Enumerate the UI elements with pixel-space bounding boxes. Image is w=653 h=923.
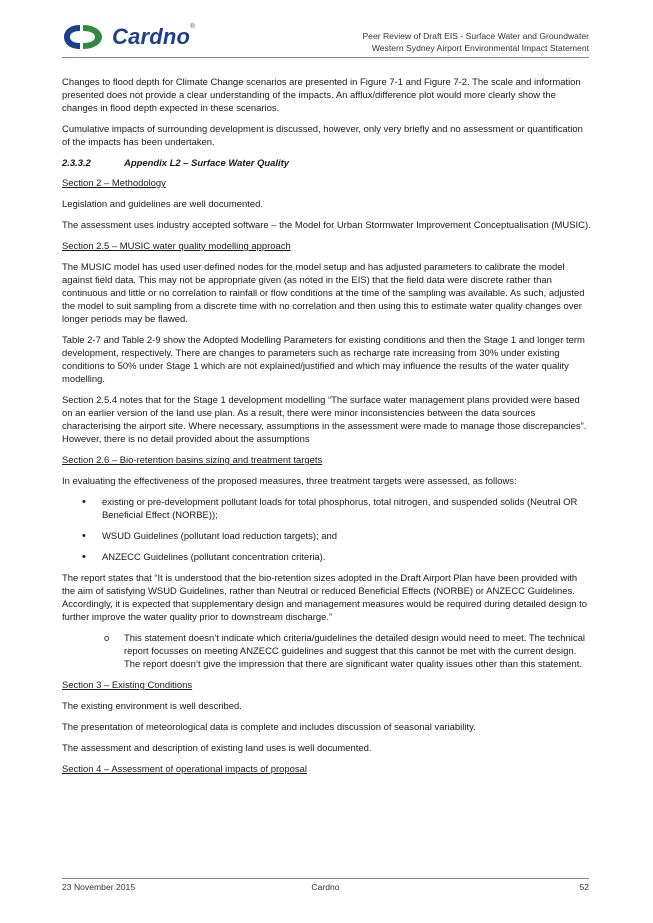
- subheading-bio-retention: Section 2.6 – Bio-retention basins sizing and treatment targets: [62, 455, 323, 466]
- subheading-operational-impacts: Section 4 – Assessment of operational impacts of proposal: [62, 764, 307, 775]
- paragraph-meteorological-data: The presentation of meteorological data is complete and includes discussion of seasonal variability.: [62, 722, 476, 733]
- list-item: • ANZECC Guidelines (pollutant concentration criteria).: [62, 551, 592, 564]
- list-item: • WSUD Guidelines (pollutant load reduction targets); and: [62, 530, 592, 543]
- subheading-methodology: Section 2 – Methodology: [62, 178, 166, 189]
- paragraph-flood-depth: Changes to flood depth for Climate Change scenarios are presented in Figure 7-1 and Figure 7-2. The scale and information presented does not provide a clear understanding of the impacts. An afflux/difference plot would more clearly show the changes in flood depth expected in these scenarios.: [62, 77, 581, 114]
- section-number: 2.3.3.2: [62, 158, 91, 169]
- list-item: • existing or pre-development pollutant loads for total phosphorus, total nitrogen, and suspended solids (Neutral OR Beneficial Effect (NORBE));: [62, 496, 592, 522]
- treatment-targets-list: [62, 496, 592, 564]
- header-title-line-1: Peer Review of Draft EIS - Surface Water and Groundwater: [362, 31, 589, 41]
- subheading-music-approach: Section 2.5 – MUSIC water quality modelling approach: [62, 241, 291, 252]
- paragraph-report-quote: The report states that “It is understood that the bio-retention sizes adopted in the Draft Airport Plan have been provided with the aim of satisfying WSUD Guidelines, rather than Neutral or reduced Beneficial Effects (NORBE) or ANZECC Guidelines. Accordingly, it is expected that supplementary design and management measures would be required during detailed design to further improve the water quality prior to downstream discharge.”: [62, 573, 587, 623]
- page-header: [0, 0, 653, 62]
- sub-bullet-text: This statement doesn’t indicate which criteria/guidelines the detailed design would need to meet. The technical report focusses on meeting ANZECC guidelines and suggest that this cannot be met with the current design. The report doesn’t give the impression that there are significant water quality issues other than this statement.: [124, 633, 585, 670]
- paragraph-treatment-targets: In evaluating the effectiveness of the proposed measures, three treatment targets were assessed, as follows:: [62, 476, 517, 487]
- paragraph-music-software: The assessment uses industry accepted software – the Model for Urban Stormwater Improvement Conceptualisation (MUSIC).: [62, 220, 591, 231]
- cardno-logo-mark-icon: [62, 22, 108, 52]
- footer-divider: [62, 878, 589, 879]
- section-heading: [62, 157, 592, 170]
- paragraph-legislation: Legislation and guidelines are well documented.: [62, 199, 263, 210]
- paragraph-existing-environment: The existing environment is well described.: [62, 701, 242, 712]
- cardno-logo-text: Cardno®: [112, 24, 195, 49]
- page-body: [62, 76, 592, 784]
- footer-date: 23 November 2015: [62, 882, 136, 892]
- footer-company: Cardno: [311, 882, 340, 892]
- paragraph-stage1-modelling: Section 2.5.4 notes that for the Stage 1 development modelling “The surface water management plans provided were based on an earlier version of the land use plan. As a result, there were minor inconsistencies between the data sources characterising the airport site. Where necessary, assumptions in the assessment were made to manage those discrepancies”. However, there is no detail provided about the assumptions: [62, 395, 587, 445]
- page-footer: [62, 882, 589, 894]
- footer-page-number: 52: [579, 882, 589, 892]
- cardno-logo: [62, 20, 195, 54]
- subheading-existing-conditions: Section 3 – Existing Conditions: [62, 680, 193, 691]
- sub-bullet-marker: o: [104, 633, 110, 644]
- header-title-line-2: Western Sydney Airport Environmental Impact Statement: [371, 43, 589, 53]
- paragraph-modelling-parameters: Table 2-7 and Table 2-9 show the Adopted Modelling Parameters for existing conditions and then the Stage 1 and longer term development, respectively. There are changes to parameters such as recharge rate increasing from 30% under existing conditions to 50% under Stage 1 which are not explained/justified and which may influence the results of the water quality modelling.: [62, 335, 585, 385]
- paragraph-land-uses: The assessment and description of existing land uses is well documented.: [62, 743, 372, 754]
- section-title: Appendix L2 – Surface Water Quality: [124, 158, 290, 169]
- paragraph-music-calibration: The MUSIC model has used user defined nodes for the model setup and has adjusted parameters to calibrate the model against field data. This may not be appropriate given (as noted in the EIS) that the field data were discrete rather than continuous and little or no correlation to rainfall or flow conditions at the time of the sampling was available. As such, adjusted the model to suit sampling from a discrete time with no correlation and then using this to estimate water quality changes over longer periods may be flawed.: [62, 262, 585, 325]
- sub-bullet-note: [62, 632, 592, 671]
- header-divider: [62, 57, 589, 58]
- paragraph-cumulative-impacts: Cumulative impacts of surrounding development is discussed, however, only very briefly and no assessment or quantification of the impacts has been undertaken.: [62, 124, 583, 148]
- header-document-title: [362, 30, 589, 54]
